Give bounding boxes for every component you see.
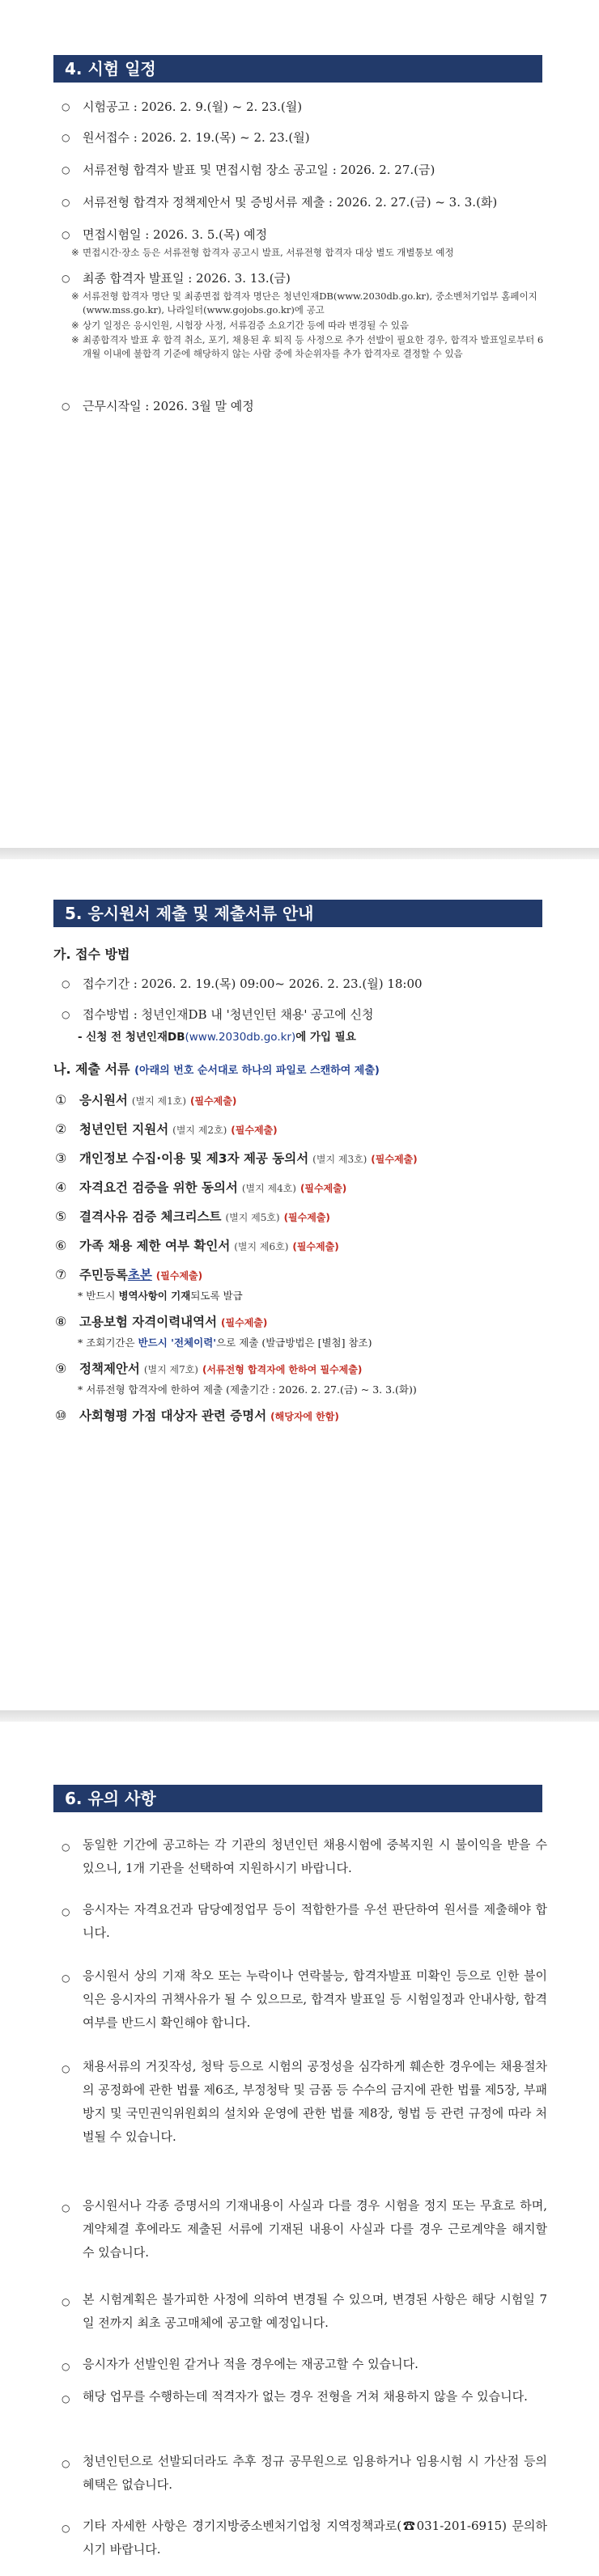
bullet-circle-icon: ○ (62, 273, 70, 284)
document-item: ⑦ 주민등록초본 (필수제출) (55, 1267, 203, 1282)
section-6-heading: 6. 유의 사항 (53, 1785, 542, 1812)
page-separator (0, 1710, 599, 1722)
bullet-circle-icon: ○ (62, 101, 70, 112)
document-item: ⑨ 정책제안서 (별지 제7호) (서류전형 합격자에 한하여 필수제출) (55, 1361, 363, 1376)
bullet-circle-icon: ○ (62, 1009, 70, 1020)
bullet-circle-icon: ○ (62, 1841, 70, 1853)
insurance-note: * 조회기간은 반드시 '전체이력'으로 제출 (발급방법은 [별첨] 참조) (78, 1337, 372, 1349)
document-item: ⑧ 고용보험 자격이력내역서 (필수제출) (55, 1314, 268, 1329)
document-page-1: 4. 시험 일정 ○ 시험공고 : 2026. 2. 9.(월) ~ 2. 23.(월) ○ 원서접수 : 2026. 2. 19.(목) ~ 2. 23.(월) ○ 서류전형 합격자 발표 및 면접시험 장소 공고일 : 2026. 2. 27.(금) ○ 서류전형 합격자 정책제안서 및 증빙서류 제출 : 2026. 2. 27.(금) ~ 3. 3.(화) ○ 면접시험일 : 2026. 3. 5.(목) 예정 ※ 면접시간·장소 등은 서류전형 합격자 공고시 발표, 서류전형 합격자 대상 별도 개별통보 예정 ○ 최종 합격자 발표일 : 2026. 3. 13.(금) ※ 서류전형 합격자 명단 및 최종면접 합격자 명단은 청년인재DB(www.2030db.go.kr), 중소벤처기업부 홈페이지(www.mss.go.kr), 나라일터(www.gojobs.go.kr)에 공고 ※ 상기 일정은 응시인원, 시험장 사정, 서류검증 소요기간 등에 따라 변경될 수 있음 ※ 최종합격자 발표 후 합격 취소, 포기, 채용된 후 퇴직 등 사정으로 추가 선발이 필요한 경우, 합격자 발표일로부터 6개월 이내에 불합격 기준에 해당하지 않는 사람 중에 차순위자를 추가 합격자로 결정할 수 있음 ○ 근무시작일 : 2026. 3월 말 예정 (0, 0, 599, 848)
bullet-circle-icon: ○ (62, 229, 70, 240)
document-item: ⑥ 가족 채용 제한 여부 확인서 (별지 제6호) (필수제출) (55, 1238, 339, 1253)
bullet-circle-icon: ○ (62, 400, 70, 412)
document-item: ⑩ 사회형평 가점 대상자 관련 증명서 (해당자에 한함) (55, 1408, 339, 1423)
bullet-circle-icon: ○ (62, 2202, 70, 2214)
bullet-circle-icon: ○ (62, 197, 70, 208)
document-item: ② 청년인턴 지원서 (별지 제2호) (필수제출) (55, 1121, 278, 1137)
page-separator (0, 848, 599, 859)
bullet-circle-icon: ○ (62, 2296, 70, 2307)
bullet-circle-icon: ○ (62, 2458, 70, 2469)
document-item: ⑤ 결격사유 검증 체크리스트 (별지 제5호) (필수제출) (55, 1209, 330, 1224)
bullet-circle-icon: ○ (62, 2523, 70, 2534)
document-item: ③ 개인정보 수집·이용 및 제3자 제공 동의서 (별지 제3호) (필수제출) (55, 1150, 418, 1166)
document-page-3: 6. 유의 사항 ○ 동일한 기간에 공고하는 각 기관의 청년인턴 채용시험에 중복지원 시 불이익을 받을 수 있으니, 1개 기관을 선택하여 지원하시기 바랍니다. ○ 응시자는 자격요건과 담당예정업무 등이 적합한가를 우선 판단하여 원서를 제출해야 합니다. ○ 응시원서 상의 기재 착오 또는 누락이나 연락불능, 합격자발표 미확인 등으로 인한 불이익은 응시자의 귀책사유가 될 수 있으므로, 합격자 발표일 등 시험일정과 안내사항, 합격여부를 반드시 확인해야 합니다. ○ 채용서류의 거짓작성, 청탁 등으로 시험의 공정성을 심각하게 훼손한 경우에는 채용절차의 공정화에 관한 법률 제6조, 부정청탁 및 금품 등 수수의 금지에 관한 법률 제5장, 부패방지 및 국민권익위원회의 설치와 운영에 관한 법률 제8장, 형법 등 관련 규정에 따라 처벌될 수 있습니다. ○ 응시원서나 각종 증명서의 기재내용이 사실과 다를 경우 시험을 정지 또는 무효로 하며, 계약체결 후에라도 제출된 서류에 기재된 내용이 사실과 다를 경우 근로계약을 해지할 수 있습니다. ○ 본 시험계획은 불가피한 사정에 의하여 변경될 수 있으며, 변경된 사항은 해당 시험일 7일 전까지 최초 공고매체에 공고할 예정입니다. ○ 응시자가 선발인원 같거나 적을 경우에는 재공고할 수 있습니다. ○ 해당 업무를 수행하는데 적격자가 없는 경우 전형을 거쳐 채용하지 않을 수 있습니다. ○ 청년인턴으로 선발되더라도 추후 정규 공무원으로 임용하거나 임용시험 시 가산점 등의 혜택은 없습니다. ○ 기타 자세한 사항은 경기지방중소벤처기업청 지역정책과로(☎031-201-6915) 문의하시기 바랍니다. (0, 1722, 599, 2576)
bullet-circle-icon: ○ (62, 2063, 70, 2074)
bullet-circle-icon: ○ (62, 2393, 70, 2404)
bullet-circle-icon: ○ (62, 1972, 70, 1984)
document-page-2: 5. 응시원서 제출 및 제출서류 안내 가. 접수 방법 ○ 접수기간 : 2026. 2. 19.(목) 09:00~ 2026. 2. 23.(월) 18:00 ○ 접수방법 : 청년인재DB 내 '청년인턴 채용' 공고에 신청 - 신청 전 청년인재DB(www.2030db.go.kr)에 가입 필요 나. 제출 서류 (아래의 번호 순서대로 하나의 파일로 스캔하여 제출) ① 응시원서 (별지 제1호) (필수제출) ② 청년인턴 지원서 (별지 제2호) (필수제출) ③ 개인정보 수집·이용 및 제3자 제공 동의서 (별지 제3호) (필수제출) ④ 자격요건 검증을 위한 동의서 (별지 제4호) (필수제출) ⑤ 결격사유 검증 체크리스트 (별지 제5호) (필수제출) ⑥ 가족 채용 제한 여부 확인서 (별지 제6호) (필수제출) ⑦ 주민등록초본 (필수제출) * 반드시 병역사항이 기재되도록 발급 ⑧ 고용보험 자격이력내역서 (필수제출) * 조회기간은 반드시 '전체이력'으로 제출 (발급방법은 [별첨] 참조) ⑨ 정책제안서 (별지 제7호) (서류전형 합격자에 한하여 필수제출) * 서류전형 합격자에 한하여 제출 (제출기간 : 2026. 2. 27.(금) ~ 3. 3.(화)) ⑩ 사회형평 가점 대상자 관련 증명서 (해당자에 한함) (0, 859, 599, 1710)
subheading-documents: 나. 제출 서류 (아래의 번호 순서대로 하나의 파일로 스캔하여 제출) (53, 1061, 380, 1077)
bullet-circle-icon: ○ (62, 132, 70, 143)
signup-url: (www.2030db.go.kr) (185, 1031, 296, 1044)
bullet-circle-icon: ○ (62, 978, 70, 989)
document-item: ① 응시원서 (별지 제1호) (필수제출) (55, 1092, 237, 1108)
bullet-circle-icon: ○ (62, 164, 70, 176)
bullet-circle-icon: ○ (62, 2361, 70, 2372)
section-5-heading: 5. 응시원서 제출 및 제출서류 안내 (53, 900, 542, 927)
policy-proposal-note: * 서류전형 합격자에 한하여 제출 (제출기간 : 2026. 2. 27.(금) ~ 3. 3.(화)) (78, 1383, 417, 1396)
bullet-circle-icon: ○ (62, 1906, 70, 1917)
resident-register-note: * 반드시 병역사항이 기재되도록 발급 (78, 1290, 243, 1302)
document-item: ④ 자격요건 검증을 위한 동의서 (별지 제4호) (필수제출) (55, 1180, 347, 1195)
signup-note: - 신청 전 청년인재DB(www.2030db.go.kr)에 가입 필요 (78, 1031, 356, 1044)
subheading-submission-method: 가. 접수 방법 (53, 947, 130, 962)
section-4-heading: 4. 시험 일정 (53, 55, 542, 83)
